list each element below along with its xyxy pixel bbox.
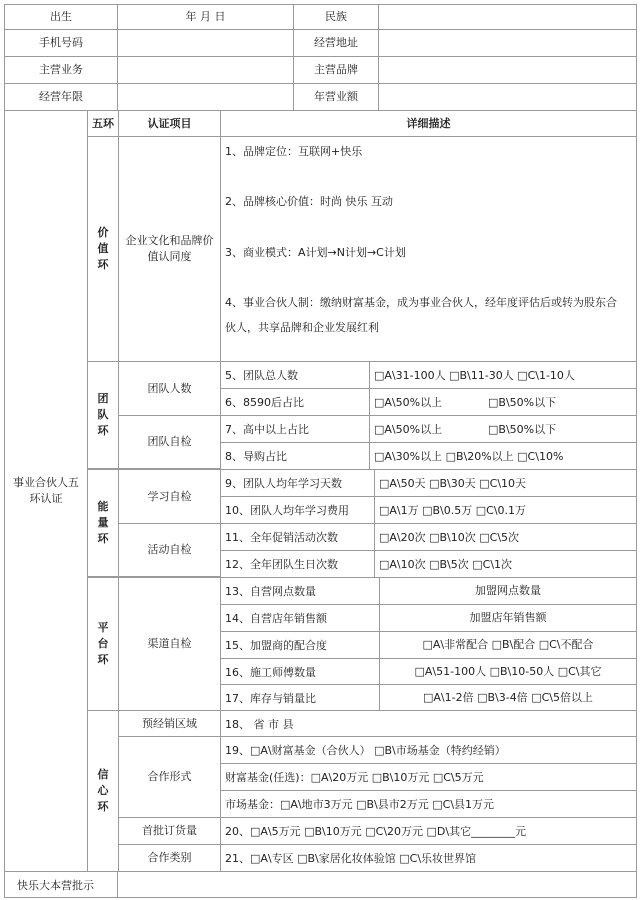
q6-opt-b[interactable]: □B\50%以下 [488, 396, 557, 409]
item-coop-type: 合作类别 [118, 844, 221, 872]
header-ring: 五环 [87, 110, 119, 137]
q6-options[interactable] [369, 388, 637, 416]
q21-options[interactable]: 21、□A\专区 □B\家居化妆体验馆 □C\乐妆世界馆 [220, 844, 637, 872]
q13-text: 13、自营网点数量 [220, 577, 380, 605]
q12-options[interactable]: □A\10次 □B\5次 □C\1次 [374, 550, 637, 578]
q17-text: 17、库存与销量比 [220, 684, 380, 711]
ring-platform: 平台环 [87, 577, 119, 711]
q10-options[interactable]: □A\1万 □B\0.5万 □C\0.1万 [374, 496, 637, 524]
q7-text: 7、高中以上占比 [220, 415, 370, 443]
q15-text: 15、加盟商的配合度 [220, 631, 380, 659]
q7-opt-b[interactable]: □B\50%以下 [488, 423, 557, 436]
q19-options[interactable]: 19、□A\财富基金（合伙人） □B\市场基金（特约经销） [220, 736, 637, 764]
phone-value[interactable] [117, 29, 294, 57]
ethnicity-label: 民族 [293, 4, 379, 30]
fund-market-options[interactable]: 市场基金：□A\地市3万元 □B\县市2万元 □C\县1万元 [220, 790, 637, 818]
q1-text: 1、品牌定位：互联网+快乐 [225, 145, 363, 158]
q15-options[interactable]: □A\非常配合 □B\配合 □C\不配合 [379, 631, 637, 659]
q8-options[interactable]: □A\30%以上 □B\20%以上 □C\10% [369, 442, 637, 470]
header-item: 认证项目 [118, 110, 221, 137]
approval-label: 快乐大本营批示 [4, 871, 118, 898]
header-detail: 详细描述 [220, 110, 637, 137]
fund-wealth-options[interactable]: 财富基金(任选)：□A\20万元 □B\10万元 □C\5万元 [220, 763, 637, 791]
q20-options[interactable]: 20、□A\5万元 □B\10万元 □C\20万元 □D\其它________元 [220, 817, 637, 845]
item-team-check: 团队自检 [118, 415, 221, 469]
phone-label: 手机号码 [4, 29, 118, 57]
q5-options[interactable]: □A\31-100人 □B\11-30人 □C\1-10人 [369, 361, 637, 389]
item-team-size: 团队人数 [118, 361, 221, 416]
q14-right: 加盟店年销售额 [379, 604, 637, 632]
q6-opt-a[interactable]: □A\50%以上 [374, 396, 443, 409]
ring-energy: 能量环 [87, 469, 119, 577]
main-brand-value[interactable] [378, 56, 637, 84]
main-biz-label: 主营业务 [4, 56, 118, 84]
q10-text: 10、团队人均年学习费用 [220, 496, 375, 524]
revenue-label: 年营业额 [293, 83, 379, 111]
q14-text: 14、自营店年销售额 [220, 604, 380, 632]
item-learn-check: 学习自检 [118, 469, 221, 524]
q3-text: 3、商业模式：A计划→N计划→C计划 [225, 246, 406, 259]
item-activity-check: 活动自检 [118, 523, 221, 577]
q2-text: 2、品牌核心价值：时尚 快乐 互动 [225, 195, 393, 208]
ring-team: 团队环 [87, 361, 119, 469]
item-region: 预经销区域 [118, 710, 221, 737]
biz-years-value[interactable] [117, 83, 294, 111]
q11-text: 11、全年促销活动次数 [220, 523, 375, 551]
approval-value[interactable] [117, 871, 637, 898]
ring-value: 价值环 [87, 136, 119, 362]
q11-options[interactable]: □A\20次 □B\10次 □C\5次 [374, 523, 637, 551]
q7-options[interactable] [369, 415, 637, 443]
birth-label: 出生 [4, 4, 118, 30]
ethnicity-value[interactable] [378, 4, 637, 30]
section-title: 事业合伙人五环认证 [4, 110, 88, 872]
item-coop-form: 合作形式 [118, 736, 221, 818]
main-brand-label: 主营品牌 [293, 56, 379, 84]
q12-text: 12、全年团队生日次数 [220, 550, 375, 578]
birth-value[interactable]: 年 月 日 [117, 4, 294, 30]
value-ring-detail [220, 136, 637, 362]
revenue-value[interactable] [378, 83, 637, 111]
biz-addr-value[interactable] [378, 29, 637, 57]
biz-years-label: 经营年限 [4, 83, 118, 111]
q4-text-line2: 伙人，共享品牌和企业发展红利 [225, 321, 379, 334]
q7-opt-a[interactable]: □A\50%以上 [374, 423, 443, 436]
q17-options[interactable]: □A\1-2倍 □B\3-4倍 □C\5倍以上 [379, 684, 637, 711]
item-first-order: 首批订货量 [118, 817, 221, 845]
q16-text: 16、施工师傅数量 [220, 658, 380, 685]
ring-faith: 信心环 [87, 710, 119, 872]
q16-options[interactable]: □A\51-100人 □B\10-50人 □C\其它 [379, 658, 637, 685]
q8-text: 8、导购占比 [220, 442, 370, 470]
item-culture: 企业文化和品牌价值认同度 [118, 136, 221, 362]
q5-text: 5、团队总人数 [220, 361, 370, 389]
q4-text-line1: 4、事业合伙人制：缴纳财富基金，成为事业合伙人，经年度评估后或转为股东合 [225, 296, 617, 309]
biz-addr-label: 经营地址 [293, 29, 379, 57]
main-biz-value[interactable] [117, 56, 294, 84]
q18-region[interactable]: 18、 省 市 县 [220, 710, 637, 737]
q6-text: 6、8590后占比 [220, 388, 370, 416]
q9-text: 9、团队人均年学习天数 [220, 469, 375, 497]
q13-right: 加盟网点数量 [379, 577, 637, 605]
q9-options[interactable]: □A\50天 □B\30天 □C\10天 [374, 469, 637, 497]
item-channel-check: 渠道自检 [118, 577, 221, 711]
